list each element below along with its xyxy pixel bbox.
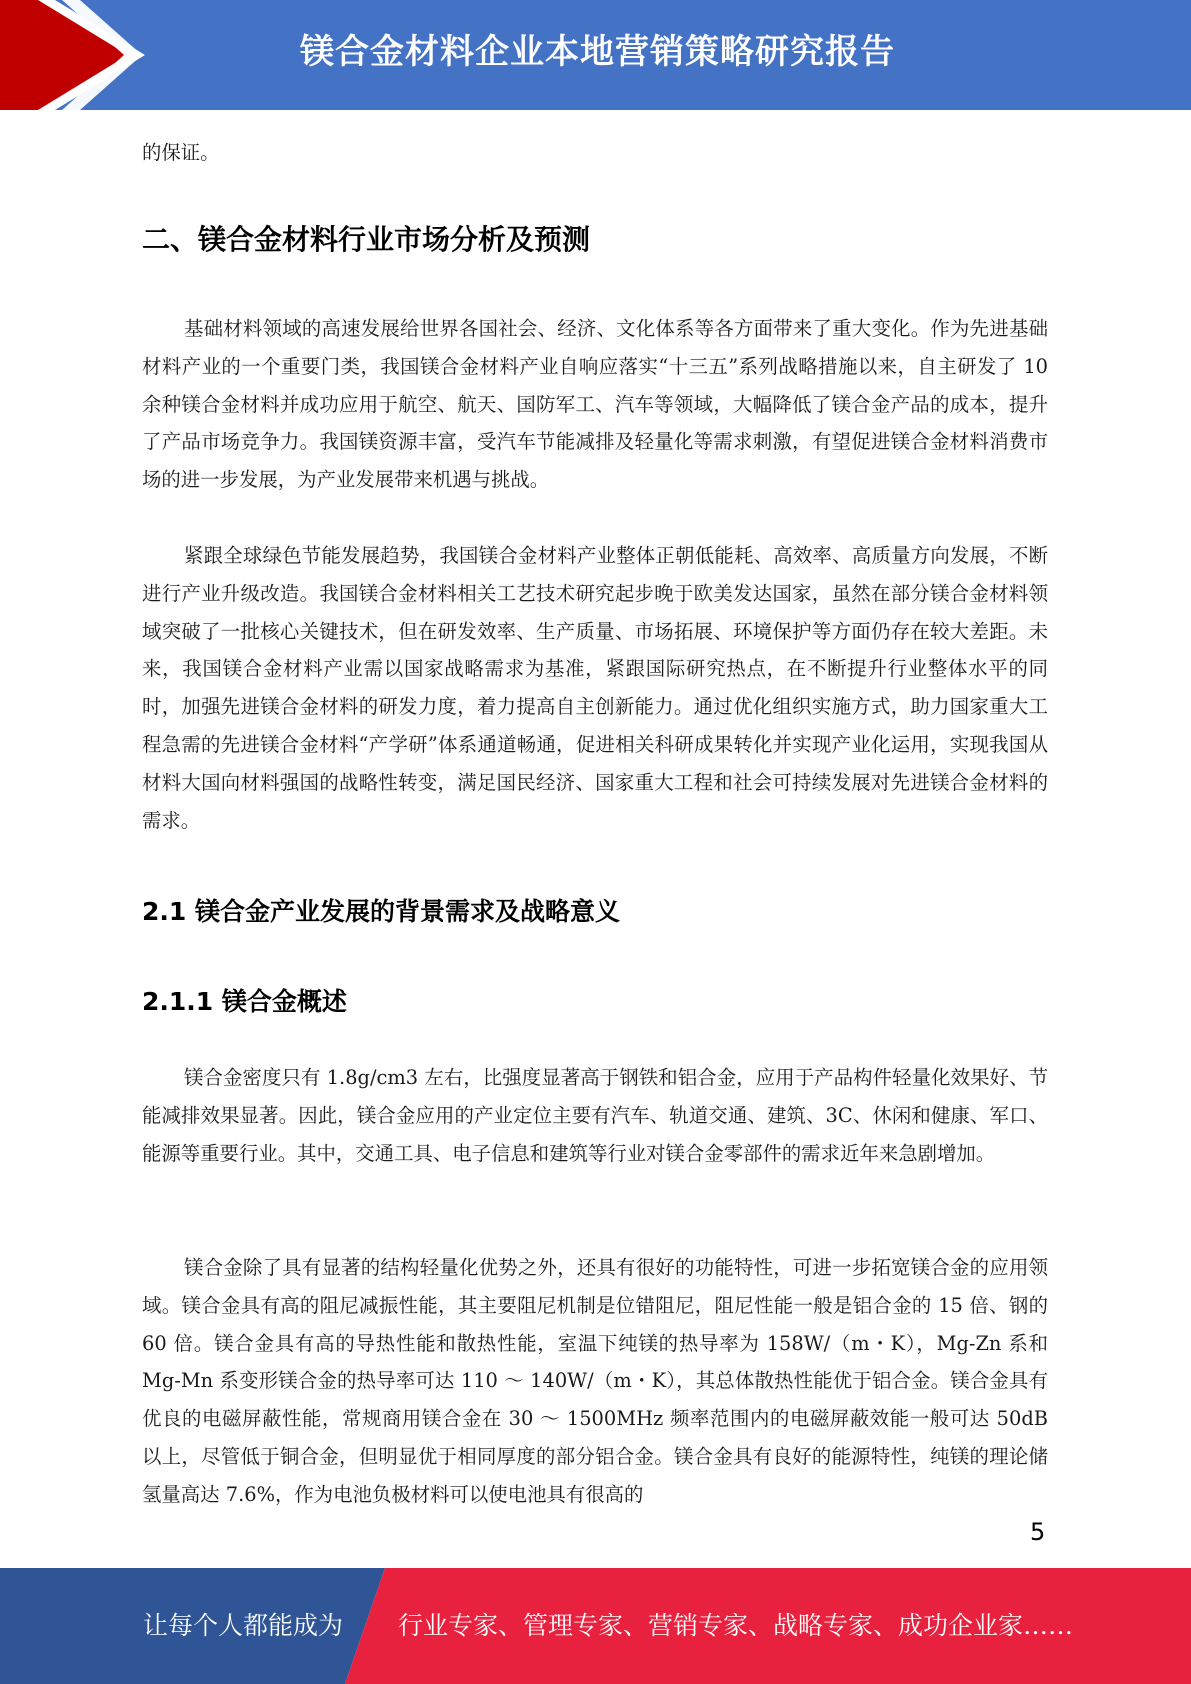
paragraph-3: 镁合金密度只有 1.8g/cm3 左右，比强度显著高于钢铁和铝合金，应用于产品构件轻量化效果好、节能减排效果显著。因此，镁合金应用的产业定位主要有汽车、轨道交通、建筑、3C、休闲和健康、军口、能源等重要行业。其中，交通工具、电子信息和建筑等行业对镁合金零部件的需求近年来急剧增加。 [142,1066,1048,1165]
paragraph-4: 镁合金除了具有显著的结构轻量化优势之外，还具有很好的功能特性，可进一步拓宽镁合金的应用领域。镁合金具有高的阻尼减振性能，其主要阻尼机制是位错阻尼，阻尼性能一般是铝合金的 15 倍、钢的 60 倍。镁合金具有高的导热性能和散热性能，室温下纯镁的热导率为 158W/（m・K），Mg-Zn 系和 Mg-Mn 系变形镁合金的热导率可达 110 ～ 140W/（m・K），其总体散热性能优于铝合金。镁合金具有优良的电磁屏蔽性能，常规商用镁合金在 30 ～ 1500MHz 频率范围内的电磁屏蔽效能一般可达 50dB 以上，尽管低于铜合金，但明显优于相同厚度的部分铝合金。镁合金具有良好的能源特性，纯镁的理论储氢量高达 7.6%，作为电池负极材料可以使电池具有很高的 [142,1256,1048,1506]
page-footer [0,1568,1191,1684]
section-heading: 二、镁合金材料行业市场分析及预测 [142,223,591,256]
footer-slogan-left: 让每个人都能成为 [143,1611,344,1640]
paragraph-2: 紧跟全球绿色节能发展趋势，我国镁合金材料产业整体正朝低能耗、高效率、高质量方向发展，不断进行产业升级改造。我国镁合金材料相关工艺技术研究起步晚于欧美发达国家，虽然在部分镁合金材料领域突破了一批核心关键技术，但在研发效率、生产质量、市场拓展、环境保护等方面仍存在较大差距。未来，我国镁合金材料产业需以国家战略需求为基准，紧跟国际研究热点，在不断提升行业整体水平的同时，加强先进镁合金材料的研发力度，着力提高自主创新能力。通过优化组织实施方式，助力国家重大工程急需的先进镁合金材料“产学研”体系通道畅通，促进相关科研成果转化并实现产业化运用，实现我国从材料大国向材料强国的战略性转变，满足国民经济、国家重大工程和社会可持续发展对先进镁合金材料的需求。 [142,544,1048,832]
paragraph-1: 基础材料领域的高速发展给世界各国社会、经济、文化体系等各方面带来了重大变化。作为先进基础材料产业的一个重要门类，我国镁合金材料产业自响应落实“十三五”系列战略措施以来，自主研发了 10 余种镁合金材料并成功应用于航空、航天、国防军工、汽车等领域，大幅降低了镁合金产品的成本，提升了产品市场竞争力。我国镁资源丰富，受汽车节能减排及轻量化等需求刺激，有望促进镁合金材料消费市场的进一步发展，为产业发展带来机遇与挑战。 [142,317,1048,492]
paragraph-continuation: 的保证。 [142,141,220,164]
page-number: 5 [1030,1518,1046,1546]
footer-slogan-right: 行业专家、管理专家、营销专家、战略专家、成功企业家…… [398,1611,1074,1640]
report-title: 镁合金材料企业本地营销策略研究报告 [300,32,895,72]
subsection-heading-2-1: 2.1 镁合金产业发展的背景需求及战略意义 [142,897,620,926]
page-header [0,0,1191,110]
subsection-heading-2-1-1: 2.1.1 镁合金概述 [142,987,347,1016]
